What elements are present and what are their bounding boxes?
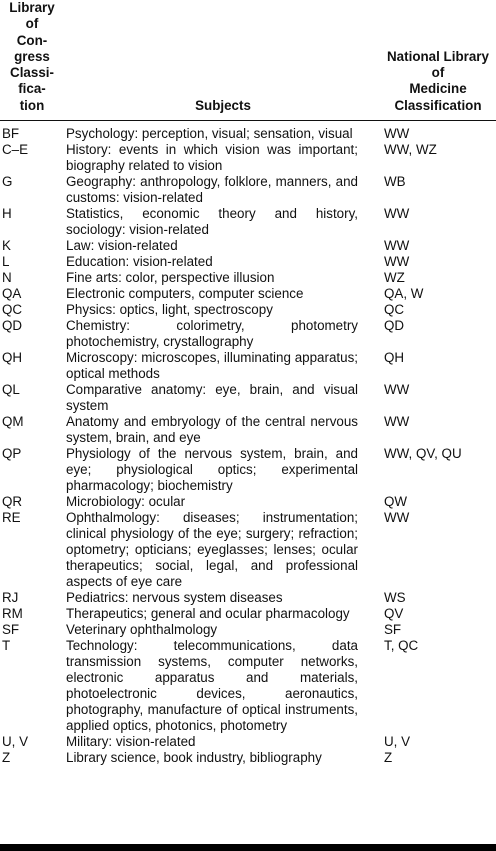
- table-row: [0, 350, 496, 382]
- subject-cell: Veterinary ophthalmology: [66, 622, 218, 638]
- nlm-code-cell: QV: [384, 606, 404, 622]
- subject-cell: Technology: telecommunications, data transmission systems, computer networks, electronic apparatus and materials, photoelectronic devices, aeronautics, photography, manufacture of optical instruments, applied optics, photonics, photometry: [66, 638, 358, 734]
- subject-cell: Chemistry: colorimetry, photometry photochemistry, crystallography: [66, 318, 358, 350]
- table-row: [0, 590, 496, 606]
- loc-code-cell: C–E: [2, 142, 29, 158]
- loc-code-cell: U, V: [2, 734, 29, 750]
- loc-code-cell: H: [2, 206, 12, 222]
- loc-code-cell: G: [2, 174, 13, 190]
- subject-cell: Geography: anthropology, folklore, manners, and customs: vision-related: [66, 174, 358, 206]
- table-row: [0, 734, 496, 750]
- subject-cell: Anatomy and embryology of the central nervous system, brain, and eye: [66, 414, 358, 446]
- table-header: [0, 0, 496, 121]
- loc-code-cell: QH: [2, 350, 23, 366]
- nlm-code-cell: QA, W: [384, 286, 424, 302]
- table-row: [0, 238, 496, 254]
- table-row: [0, 446, 496, 494]
- table-row: [0, 494, 496, 510]
- nlm-code-cell: QH: [384, 350, 405, 366]
- header-library-of-congress: Library of Con- gress Classi- fica- tion: [0, 0, 66, 121]
- table-row: [0, 606, 496, 622]
- table-row: [0, 638, 496, 734]
- table-row: [0, 414, 496, 446]
- table-row: [0, 206, 496, 238]
- nlm-code-cell: WZ: [384, 270, 405, 286]
- loc-code-cell: QP: [2, 446, 22, 462]
- loc-code-cell: QM: [2, 414, 24, 430]
- table-row: [0, 510, 496, 590]
- nlm-code-cell: WW, QV, QU: [384, 446, 462, 462]
- loc-code-cell: Z: [2, 750, 11, 766]
- table-row: [0, 174, 496, 206]
- loc-code-cell: QC: [2, 302, 23, 318]
- table-body: [0, 121, 496, 767]
- subject-cell: Physiology of the nervous system, brain, and eye; physiological optics; experimental pharmacology; biochemistry: [66, 446, 358, 494]
- loc-code-cell: T: [2, 638, 11, 654]
- subject-cell: Law: vision-related: [66, 238, 178, 254]
- nlm-code-cell: WW: [384, 382, 410, 398]
- nlm-code-cell: WW: [384, 510, 410, 526]
- nlm-code-cell: QW: [384, 494, 408, 510]
- nlm-code-cell: WW: [384, 126, 410, 142]
- table-row: [0, 142, 496, 174]
- subject-cell: Statistics, economic theory and history, sociology: vision-related: [66, 206, 358, 238]
- nlm-code-cell: QD: [384, 318, 405, 334]
- table-row: [0, 270, 496, 286]
- bottom-rule: [0, 844, 496, 851]
- nlm-code-cell: Z: [384, 750, 393, 766]
- loc-code-cell: QR: [2, 494, 23, 510]
- loc-code-cell: K: [2, 238, 11, 254]
- loc-code-cell: SF: [2, 622, 20, 638]
- subject-cell: Therapeutics; general and ocular pharmacology: [66, 606, 350, 622]
- table-row: [0, 286, 496, 302]
- table-row: [0, 121, 496, 143]
- nlm-code-cell: WW: [384, 254, 410, 270]
- nlm-code-cell: WW: [384, 414, 410, 430]
- header-national-library-of-medicine: National Library of Medicine Classification: [380, 0, 496, 121]
- loc-code-cell: RE: [2, 510, 21, 526]
- loc-code-cell: BF: [2, 126, 20, 142]
- subject-cell: Physics: optics, light, spectroscopy: [66, 302, 273, 318]
- subject-cell: Library science, book industry, bibliography: [66, 750, 322, 766]
- loc-code-cell: QL: [2, 382, 20, 398]
- nlm-code-cell: WB: [384, 174, 406, 190]
- header-subjects: Subjects: [66, 0, 380, 121]
- nlm-code-cell: T, QC: [384, 638, 419, 654]
- subject-cell: History: events in which vision was important; biography related to vision: [66, 142, 358, 174]
- loc-code-cell: QD: [2, 318, 23, 334]
- table-row: [0, 382, 496, 414]
- nlm-code-cell: SF: [384, 622, 402, 638]
- loc-code-cell: RM: [2, 606, 23, 622]
- subject-cell: Microbiology: ocular: [66, 494, 186, 510]
- subject-cell: Electronic computers, computer science: [66, 286, 304, 302]
- nlm-code-cell: WS: [384, 590, 406, 606]
- subject-cell: Comparative anatomy: eye, brain, and visual system: [66, 382, 358, 414]
- subject-cell: Microscopy: microscopes, illuminating apparatus; optical methods: [66, 350, 358, 382]
- nlm-code-cell: WW: [384, 238, 410, 254]
- subject-cell: Military: vision-related: [66, 734, 196, 750]
- table-row: [0, 318, 496, 350]
- loc-code-cell: N: [2, 270, 12, 286]
- loc-code-cell: L: [2, 254, 10, 270]
- loc-code-cell: RJ: [2, 590, 19, 606]
- nlm-code-cell: U, V: [384, 734, 411, 750]
- nlm-code-cell: QC: [384, 302, 405, 318]
- nlm-code-cell: WW: [384, 206, 410, 222]
- table-row: [0, 302, 496, 318]
- subject-cell: Pediatrics: nervous system diseases: [66, 590, 283, 606]
- subject-cell: Education: vision-related: [66, 254, 213, 270]
- subject-cell: Fine arts: color, perspective illusion: [66, 270, 275, 286]
- subject-cell: Psychology: perception, visual; sensation, visual: [66, 126, 353, 142]
- header-row: [0, 0, 496, 121]
- nlm-code-cell: WW, WZ: [384, 142, 437, 158]
- loc-code-cell: QA: [2, 286, 22, 302]
- table-row: [0, 254, 496, 270]
- table-row: [0, 622, 496, 638]
- subject-cell: Ophthalmology: diseases; instrumentation; clinical physiology of the eye; surgery; refraction; optometry; opticians; eyeglasses; lenses; ocular therapeutics; social, legal, and professional aspects of eye care: [66, 510, 358, 590]
- table-row: [0, 750, 496, 766]
